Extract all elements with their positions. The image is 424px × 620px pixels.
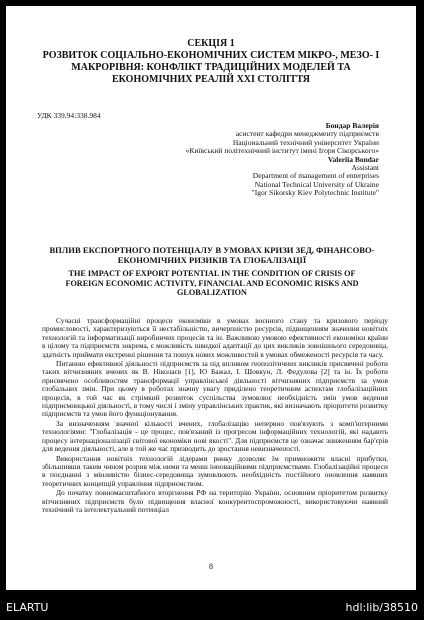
footer-repository-label: ELARTU xyxy=(6,601,49,614)
section-title-line: РОЗВИТОК СОЦІАЛЬНО-ЕКОНОМІЧНИХ СИСТЕМ МІКРО-, МЕЗО- І xyxy=(42,50,380,61)
author-line: асистент кафедри менеджменту підприємств xyxy=(235,129,379,139)
section-title-line: ЕКОНОМІЧНИХ РЕАЛІЙ XXI СТОЛІТТЯ xyxy=(112,74,310,85)
title-line: ЕКОНОМІЧНИХ РИЗИКІВ ТА ГЛОБАЛІЗАЦІЇ xyxy=(117,254,307,265)
author-line: Національний технічний університет України xyxy=(232,137,379,147)
section-title-line: МАКРОРІВНЯ: КОНФЛІКТ ТРАДИЦІЙНИХ МОДЕЛЕЙ ТА xyxy=(71,62,351,73)
author-line: Assistant xyxy=(351,163,379,173)
footer-handle-label: hdl:lib/38510 xyxy=(345,601,418,614)
body-paragraph: До початку повномасштабного вторгнення РФ на територію України, основним пріоритетом розвитку вітчизняних підприємств було підвищення власної конкурентоспроможності, використовуючи наявний технічний та інтелектуальний потенціал xyxy=(42,488,388,514)
title-line: GLOBALIZATION xyxy=(177,288,247,297)
author-line: «Київський політехнічний інститут імені Ігоря Сікорського» xyxy=(185,146,379,156)
author-name-en: Valeriia Bondar xyxy=(327,154,379,164)
body-paragraph: Питанню ефективної діяльності підприємств за під впливом геополітичних викликів присвячені роботи таких вітчизняних вчених як В. Ніколаєв [1], Ю Бажал, І. Шовкун, Л. Федулова [2] та ін. Їх роботи присвячено особливостям трансформації управлінської діяльності вітчизняних підприємств за умов глобальних змін. При цьому в роботах значну увагу приділено теоретичним аспектам глобалізаційних процесів, в той час як стрімкий розвиток суспільства зумовлює необхідність змін умов ведення підприємницької діяльності, в тому числі і зміну управлінських практик, які визначають пріоритети розвитку підприємств та умов його функціонування. xyxy=(42,359,388,419)
document-page xyxy=(6,6,416,590)
article-title-en xyxy=(42,269,382,298)
author-line: "Igor Sikorsky Kiev Polytechnic Institute" xyxy=(251,188,379,198)
author-block xyxy=(79,122,379,198)
body-paragraph: Сучасні трансформаційні процеси економіки в умовах воєнного стану та кризового періоду промисловості, характеризуються її нестабільністю, вичерпністю ресурсів, підвищенням значення новітніх технологій та інформатизації виробничих процесів та ін. Важливою умовою ефективності економіки країни в цілому та підприємств зокрема, є можливість швидкої адаптації до цих викликів зовнішнього середовища, здатність приймати екстренні рішення та пошук нових можливостей в умовах обмеженості ресурсів та часу. xyxy=(42,316,388,359)
author-line: Department of management of enterprises xyxy=(252,171,379,181)
title-line: ВПЛИВ ЕКСПОРТНОГО ПОТЕНЦІАЛУ В УМОВАХ КРИЗИ ЗЕД, ФІНАНСОВО- xyxy=(49,245,375,255)
page-number: 8 xyxy=(209,562,213,571)
section-header xyxy=(36,38,386,86)
title-line: THE IMPACT OF EXPORT POTENTIAL IN THE CONDITION OF CRISIS OF xyxy=(68,269,356,278)
section-heading: СЕКЦІЯ 1 xyxy=(187,38,235,49)
author-line: National Technical University of Ukraine xyxy=(254,179,379,189)
body-paragraph: За визначенням значної кількості вчених, глобалізацію непервно пов'язують з комп'ютерними технологіями: "Глобалізація - це процес, пов'язаний із прогресом інформаційних технологій, які надають процесу інтернаціоналізації світової економіки нові якості". Для підприємств це означає зниженням бар'єрів для ведення діяльності, але в той же час призводить до зростання невизначеності. xyxy=(42,418,388,454)
article-title-ua xyxy=(42,246,382,265)
title-line: FOREIGN ECONOMIC ACTIVITY, FINANCIAL AND ECONOMIC RISKS AND xyxy=(65,278,359,288)
article-body xyxy=(42,317,388,515)
udk-code: УДК 339.94:338.984 xyxy=(37,111,101,120)
footer-bar xyxy=(0,598,424,618)
author-name-ua: Бондар Валерія xyxy=(325,121,379,130)
body-paragraph: Використання новітніх технологій лідерами ринку дозволяє їм примножити власні прибутки, збільшивши таким чином розрив між ними та менш інноваційними підприємствами. Глобалізаційні процеси в поєднанні з мінливістю бізнес-середовища зумовлюють необхідність постійного оновлення наявних теоретичних концепцій управління підприємством. xyxy=(42,453,388,488)
